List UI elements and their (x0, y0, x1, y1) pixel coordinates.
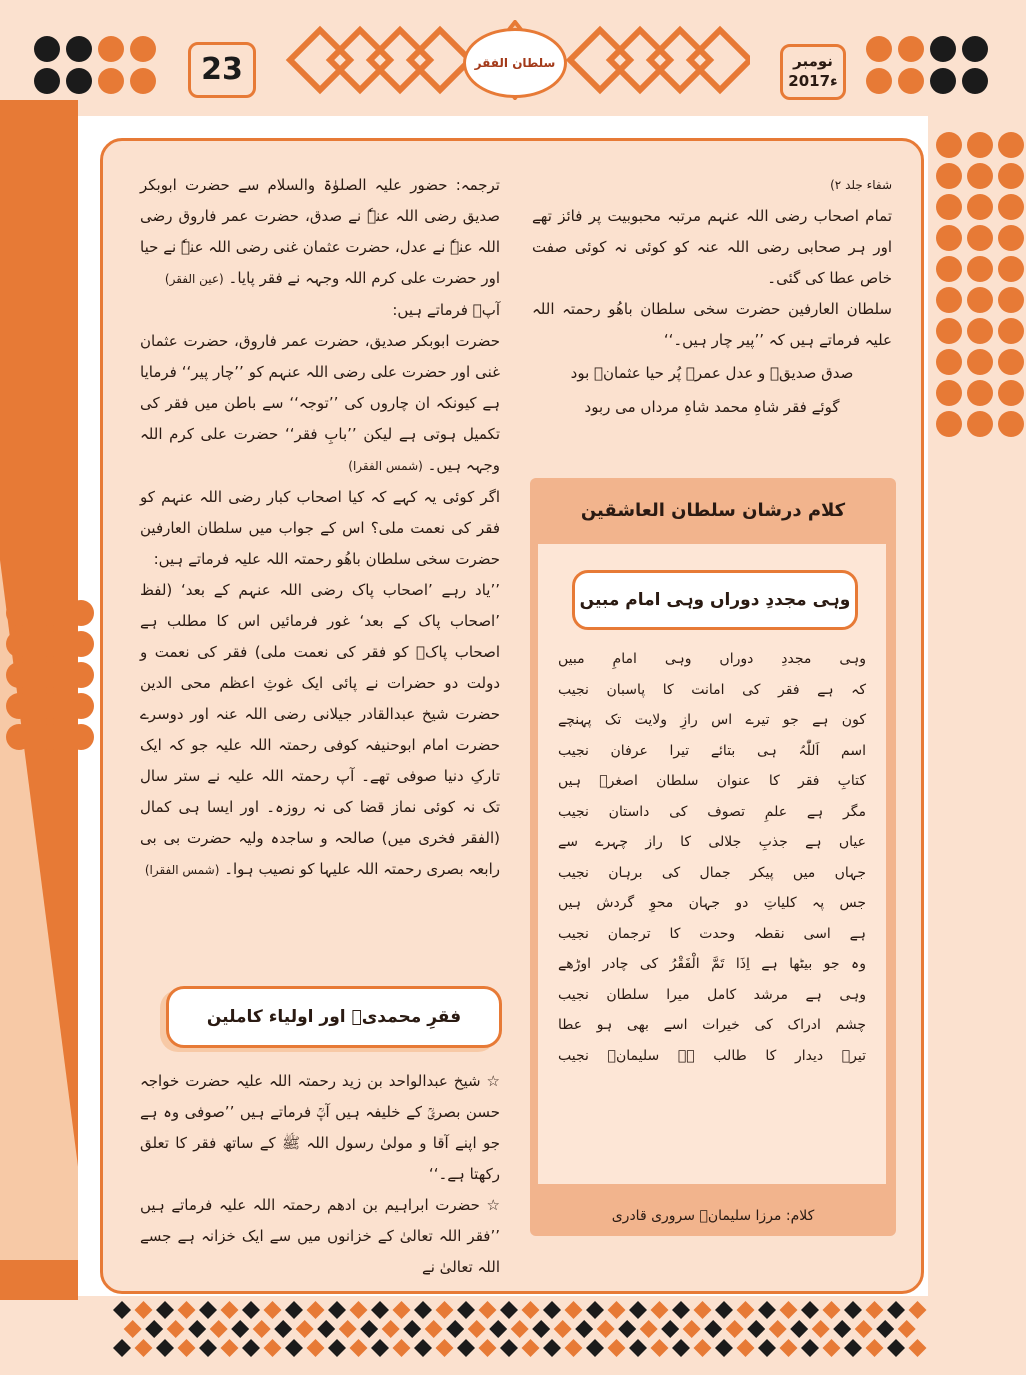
footer-diamond (231, 1320, 249, 1338)
footer-diamond (769, 1320, 787, 1338)
poem-line: وہی مجددِ دوراں وہی امامِ مبیں (558, 651, 866, 667)
footer-diamond (737, 1339, 755, 1357)
footer-diamond (199, 1301, 217, 1319)
quote-text: حضرت ابوبکر صدیق، حضرت عمر فاروق، حضرت عثمان غنی اور حضرت علی رضی اللہ عنہم کو ’’چار پیر‘‘ فرمایا ہے کیونکہ ان چاروں کی ’’توجہ‘‘ سے باطن میں فقر کی تکمیل ہوتی ہے لیکن ’’بابِ فقر‘‘ حضرت علی کرم اللہ وجہہ ہیں۔ (140, 332, 500, 474)
source-ref: (شمس الفقرا) (144, 863, 220, 877)
footer-diamond (844, 1339, 862, 1357)
poem-lines (558, 644, 866, 1071)
footer-diamond (328, 1339, 346, 1357)
footer-diamond (350, 1339, 368, 1357)
footer-diamond (296, 1320, 314, 1338)
footer-diamond (393, 1339, 411, 1357)
header-dots-left (34, 36, 156, 94)
footer-diamond (866, 1301, 884, 1319)
kalam-box (530, 478, 896, 1236)
footer-diamond (242, 1301, 260, 1319)
footer-diamond (113, 1339, 131, 1357)
footer-diamond (479, 1339, 497, 1357)
footer-diamond (274, 1320, 292, 1338)
footer-diamond (500, 1339, 518, 1357)
left-paragraph-6: ☆ شیخ عبدالواحد بن زید رحمتہ اللہ علیہ حضرت خواجہ حسن بصریؒ کے خلیفہ ہیں آپؒ فرماتے ہیں ’’صوفی وہ ہے جو اپنے آقا و مولیٰ رسول اللہ ﷺ کے ساتھ فقر کا تعلق رکھتا ہے۔‘‘ (140, 1072, 500, 1183)
left-paragraph-2: آپؒ فرماتے ہیں: (392, 301, 500, 319)
right-side-dots (936, 132, 1024, 437)
footer-diamond (833, 1320, 851, 1338)
footer-diamond (565, 1339, 583, 1357)
footer-diamond (221, 1339, 239, 1357)
footer-diamond (887, 1339, 905, 1357)
footer-diamond (382, 1320, 400, 1338)
footer-diamond (393, 1301, 411, 1319)
section-heading: فقرِ محمدیؐ اور اولیاء کاملین (166, 986, 502, 1048)
footer-diamond (511, 1320, 529, 1338)
footer-diamond (651, 1339, 669, 1357)
footer-diamond (780, 1339, 798, 1357)
footer-diamond (683, 1320, 701, 1338)
footer-diamond (468, 1320, 486, 1338)
footer-diamond (887, 1301, 905, 1319)
issue-month: نومبر (793, 52, 833, 70)
footer-diamond (780, 1301, 798, 1319)
right-paragraph-2: سلطان العارفین حضرت سخی سلطان باھُو رحمتہ اللہ علیہ فرماتے ہیں کہ ’’پیر چار ہیں۔‘‘ (532, 300, 892, 349)
footer-diamond (285, 1339, 303, 1357)
footer-diamond (350, 1301, 368, 1319)
quote-text: ’’یاد رہے ’اصحاب پاک رضی اللہ عنہم کے بعد‘ (لفظ ’اصحاب پاک کے بعد‘ غور فرمائیں اس کا مطلب ہے اصحاب پاکؓ کو فقر کی نعمت ملی) فقر کی نعمت و دولت دو حضرات نے پائی ایک غوثِ اعظم محی الدین حضرت شیخ عبدالقادر جیلانی رضی اللہ عنہ اور دوسرے حضرت امام ابوحنیفہ کوفی رحمتہ اللہ علیہ جو کہ ایک تارکِ دنیا صوفی تھے۔ آپ رحمتہ اللہ علیہ نے ستر سال تک نہ کوئی نماز قضا کی نہ روزہ۔ اور ایسا ہی کمال (الفقر فخری میں) صالحہ و ساجدہ ولیہ حضرت بی بی رابعہ بصری رحمتہ اللہ علیہا کو نصیب ہوا۔ (140, 581, 500, 878)
footer-diamond (307, 1339, 325, 1357)
footer-diamond (178, 1339, 196, 1357)
poem-line: تیرے دیدار کا طالب ہے سلیمانؔ نجیب (558, 1047, 866, 1064)
left-paragraph-5 (140, 575, 500, 886)
poem-line: کہ ہے فقر کی امانت کا پاسبان نجیب (558, 681, 866, 698)
footer-diamond (586, 1301, 604, 1319)
right-column-ref: شفاء جلد ۲) (830, 178, 892, 192)
poem-line: کتابِ فقر کا عنوان سلطان اصغرؒ ہیں (558, 773, 866, 789)
footer-diamond (446, 1320, 464, 1338)
kalam-heading: کلام درشان سلطان العاشقین (580, 500, 846, 521)
footer-ornament (110, 1300, 930, 1360)
poem-line: عیاں ہے جذبِ جلالی کا راز چہرے سے (558, 834, 866, 850)
footer-diamond (758, 1301, 776, 1319)
right-paragraph-1: تمام اصحاب رضی اللہ عنہم مرتبہ محبوبیت پر فائز تھے اور ہر صحابی رضی اللہ عنہ کو کوئی نہ کوئی صفت خاص عطا کی گئی۔ (532, 207, 892, 287)
poem-panel (538, 544, 886, 1184)
footer-diamond (715, 1301, 733, 1319)
footer-diamond (543, 1301, 561, 1319)
poem-author: کلام: مرزا سلیمانؔ سروری قادری (611, 1208, 815, 1224)
footer-diamond (586, 1339, 604, 1357)
footer-diamond (866, 1339, 884, 1357)
footer-diamond (221, 1301, 239, 1319)
footer-diamond (737, 1301, 755, 1319)
source-ref: (عین الفقر) (164, 272, 224, 286)
footer-diamond (264, 1339, 282, 1357)
footer-diamond (489, 1320, 507, 1338)
footer-diamond (812, 1320, 830, 1338)
right-column (532, 170, 892, 424)
issue-year: 2017ء (788, 72, 838, 90)
poem-line: وہ جو بیٹھا ہے اِذَا تَمَّ الْفَقْرُ کی چادر اوڑھے (558, 956, 866, 972)
footer-diamond (844, 1301, 862, 1319)
footer-diamond (618, 1320, 636, 1338)
footer-diamond (156, 1301, 174, 1319)
poem-line: وہی ہے مرشد کامل میرا سلطان نجیب (558, 986, 866, 1003)
footer-diamond (156, 1339, 174, 1357)
issue-date (780, 44, 846, 100)
footer-diamond (457, 1339, 475, 1357)
footer-diamond (307, 1301, 325, 1319)
footer-diamond (823, 1301, 841, 1319)
footer-diamond (479, 1301, 497, 1319)
poem-line: ہے اسی نقطہ وحدت کا ترجمان نجیب (558, 925, 866, 942)
footer-diamond (124, 1320, 142, 1338)
footer-diamond (264, 1301, 282, 1319)
footer-diamond (823, 1339, 841, 1357)
footer-diamond (425, 1320, 443, 1338)
footer-diamond (253, 1320, 271, 1338)
footer-diamond (500, 1301, 518, 1319)
footer-diamond (726, 1320, 744, 1338)
footer-diamond (608, 1301, 626, 1319)
footer-diamond (715, 1339, 733, 1357)
footer-diamond (436, 1339, 454, 1357)
footer-diamond (457, 1301, 475, 1319)
footer-diamond (135, 1339, 153, 1357)
footer-diamond (629, 1301, 647, 1319)
footer-diamond (113, 1301, 131, 1319)
poem-line: اسم اَللّٰہُ ہی بتائے تیرا عرفان نجیب (558, 742, 866, 759)
left-paragraph-7: ☆ حضرت ابراہیم بن ادھم رحمتہ اللہ علیہ فرماتے ہیں ’’فقر اللہ تعالیٰ کے خزانوں میں سے ایک خزانہ ہے جسے اللہ تعالیٰ نے (140, 1196, 500, 1276)
footer-diamond (522, 1339, 540, 1357)
footer-diamond (328, 1301, 346, 1319)
footer-diamond (188, 1320, 206, 1338)
footer-diamond (285, 1301, 303, 1319)
footer-diamond (178, 1301, 196, 1319)
footer-diamond (145, 1320, 163, 1338)
poem-line: چشم ادراک کی خیرات اسے بھی ہو عطا (558, 1017, 866, 1033)
footer-diamond (694, 1301, 712, 1319)
footer-diamond (855, 1320, 873, 1338)
footer-diamond (790, 1320, 808, 1338)
footer-diamond (575, 1320, 593, 1338)
header-dots-right (866, 36, 988, 94)
footer-diamond (414, 1301, 432, 1319)
footer-diamond (371, 1339, 389, 1357)
footer-diamond (371, 1301, 389, 1319)
footer-diamond (608, 1339, 626, 1357)
footer-diamond (543, 1339, 561, 1357)
source-ref: (شمس الفقرا) (348, 459, 423, 473)
poem-line: جہاں میں پیکر جمال کی برہان نجیب (558, 864, 866, 881)
footer-diamond (135, 1301, 153, 1319)
poem-line: کون ہے جو تیرے اس رازِ ولایت تک پہنچے (558, 712, 866, 728)
footer-diamond (436, 1301, 454, 1319)
footer-diamond (704, 1320, 722, 1338)
footer-diamond (167, 1320, 185, 1338)
page-number: 23 (188, 42, 256, 98)
footer-diamond (554, 1320, 572, 1338)
poem-title: وہی مجددِ دوراں وہی امام مبیں (572, 570, 858, 630)
persian-verse-2: گوئے فقر شاہِ محمد شاہِ مرداں می ربود (584, 398, 840, 416)
footer-diamond (414, 1339, 432, 1357)
footer-diamond (242, 1339, 260, 1357)
left-column-lower (140, 1066, 500, 1283)
left-paragraph-3 (140, 326, 500, 482)
footer-diamond (909, 1339, 927, 1357)
footer-diamond (651, 1301, 669, 1319)
poem-line: جس پہ کلیاتِ دو جہان محوِ گردش ہیں (558, 895, 866, 911)
footer-diamond (629, 1339, 647, 1357)
footer-diamond (339, 1320, 357, 1338)
poem-line: مگر ہے علمِ تصوف کی داستان نجیب (558, 803, 866, 820)
footer-diamond (210, 1320, 228, 1338)
footer-diamond (801, 1339, 819, 1357)
footer-diamond (640, 1320, 658, 1338)
translation-text: ترجمہ: حضور علیہ الصلوٰۃ والسلام سے حضرت ابوبکر صدیق رضی اللہ عنہٗ نے صدق، حضرت عمر فاروق رضی اللہ عنہٗ نے عدل، حضرت عثمان غنی رضی اللہ عنہٗ نے حیا اور حضرت علی کرم اللہ وجہہ نے فقر پایا۔ (140, 176, 500, 287)
footer-diamond (661, 1320, 679, 1338)
left-paragraph-4: اگر کوئی یہ کہے کہ کیا اصحاب کبار رضی اللہ عنہم کو فقر کی نعمت ملی؟ اس کے جواب میں سلطان العارفین حضرت سخی سلطان باھُو رحمتہ اللہ علیہ فرماتے ہیں: (140, 488, 500, 568)
left-paragraph-1 (140, 170, 500, 295)
footer-diamond (898, 1320, 916, 1338)
persian-verse-1: صدق صدیقؓ و عدل عمرؓ پُر حیا عثمانؓ بود (570, 364, 854, 382)
footer-diamond (672, 1301, 690, 1319)
footer-diamond (199, 1339, 217, 1357)
footer-diamond (672, 1339, 690, 1357)
magazine-logo: سلطان الفقر (463, 28, 567, 98)
footer-diamond (694, 1339, 712, 1357)
footer-diamond (522, 1301, 540, 1319)
footer-diamond (403, 1320, 421, 1338)
footer-diamond (747, 1320, 765, 1338)
footer-diamond (597, 1320, 615, 1338)
footer-diamond (317, 1320, 335, 1338)
footer-diamond (801, 1301, 819, 1319)
footer-diamond (876, 1320, 894, 1338)
footer-diamond (909, 1301, 927, 1319)
left-side-dots (6, 600, 94, 750)
footer-diamond (360, 1320, 378, 1338)
footer-diamond (565, 1301, 583, 1319)
footer-diamond (758, 1339, 776, 1357)
footer-diamond (532, 1320, 550, 1338)
left-column (140, 170, 500, 886)
